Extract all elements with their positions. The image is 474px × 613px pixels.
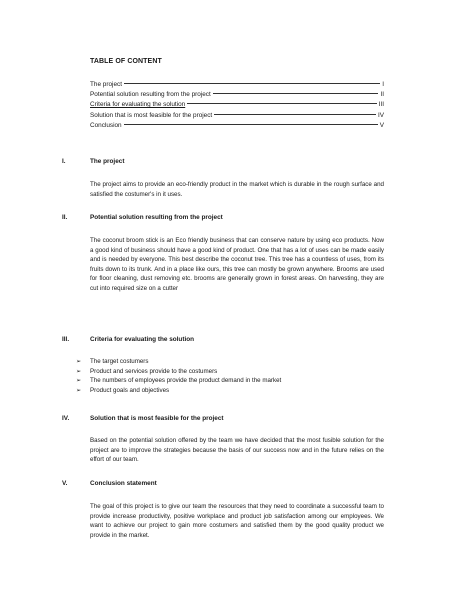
list-item-text: Product goals and objectives (90, 386, 170, 394)
toc-row (90, 121, 384, 131)
section-heading (62, 214, 223, 221)
toc-row (90, 80, 384, 90)
toc-label: Criteria for evaluating the solution (90, 101, 186, 109)
toc-page: II (380, 91, 384, 99)
list-item (76, 367, 386, 377)
list-item-text: Product and services provide to the costumers (90, 367, 218, 375)
section-title: Solution that is most feasible for the project (90, 415, 224, 422)
list-item-text: The numbers of employees provide the product demand in the market (90, 377, 282, 385)
section-paragraph: The coconut broom stick is an Eco friendly business that can conserve nature by using eco products. Now a good kind of business should have a good kind of product. One that has a lot of uses can be made easily and is needed by everyone. This best describe the coconut tree. This tree has a countless of uses, from its fruits down to its trunk. And in a place like ours, this tree can mostly be grown anywhere. Brooms are used for floor cleaning, dust removing etc. brooms are generally grown in forest areas. On harvesting, they are cut into required size on a cutter (90, 237, 384, 292)
toc-title: TABLE OF CONTENT (90, 58, 162, 65)
toc-row (90, 100, 384, 110)
section-heading (62, 158, 124, 165)
list-item-text: The target costumers (90, 358, 149, 365)
list-item (76, 357, 386, 367)
toc-leader (214, 114, 376, 115)
section-number: IV. (62, 415, 70, 422)
section-number: I. (62, 158, 66, 165)
toc-row (90, 111, 384, 121)
section-number: II. (62, 214, 68, 221)
arrow-bullet-icon: ➢ (76, 386, 82, 394)
toc-page: IV (377, 111, 384, 119)
table-of-contents (90, 80, 384, 131)
section-title: The project (90, 158, 125, 165)
toc-page: I (382, 81, 384, 88)
toc-row (90, 90, 384, 100)
section-title: Conclusion statement (90, 480, 157, 487)
toc-leader (124, 124, 378, 125)
section-number: III. (62, 336, 70, 343)
list-item (76, 376, 386, 386)
section-paragraph: The goal of this project is to give our team the resources that they need to coordinate a successful team to provide increase productivity, positive workplace and product job satisfaction among our employees. We want to achieve our project to gain more costumers and satisfied them by the good quality product we provide in the market. (90, 503, 384, 539)
toc-label: The project (90, 81, 122, 88)
arrow-bullet-icon: ➢ (76, 358, 82, 365)
criteria-list (76, 357, 386, 395)
toc-leader (213, 93, 379, 94)
section-heading (62, 336, 194, 343)
list-item (76, 386, 386, 396)
arrow-bullet-icon: ➢ (76, 367, 82, 375)
toc-leader (187, 103, 376, 104)
section-heading (62, 480, 157, 487)
section-paragraph: The project aims to provide an eco-friendly product in the market which is durable in the rough surface and satisfied the costumer's in it uses. (90, 181, 384, 198)
toc-label: Solution that is most feasible for the project (90, 111, 213, 119)
toc-page: V (379, 121, 384, 129)
section-title: Criteria for evaluating the solution (90, 336, 195, 343)
section-title: Potential solution resulting from the project (90, 214, 223, 221)
toc-leader (124, 83, 380, 84)
toc-label: Conclusion (90, 121, 122, 129)
toc-label: Potential solution resulting from the project (90, 91, 211, 99)
section-paragraph: Based on the potential solution offered by the team we have decided that the most fusible solution for the project are to improve the strategies because the basis of our success now and in the future relies on the effort of our team. (90, 437, 384, 464)
arrow-bullet-icon: ➢ (76, 377, 82, 385)
section-number: V. (62, 480, 68, 487)
toc-page: III (378, 101, 384, 109)
section-heading (62, 415, 224, 422)
